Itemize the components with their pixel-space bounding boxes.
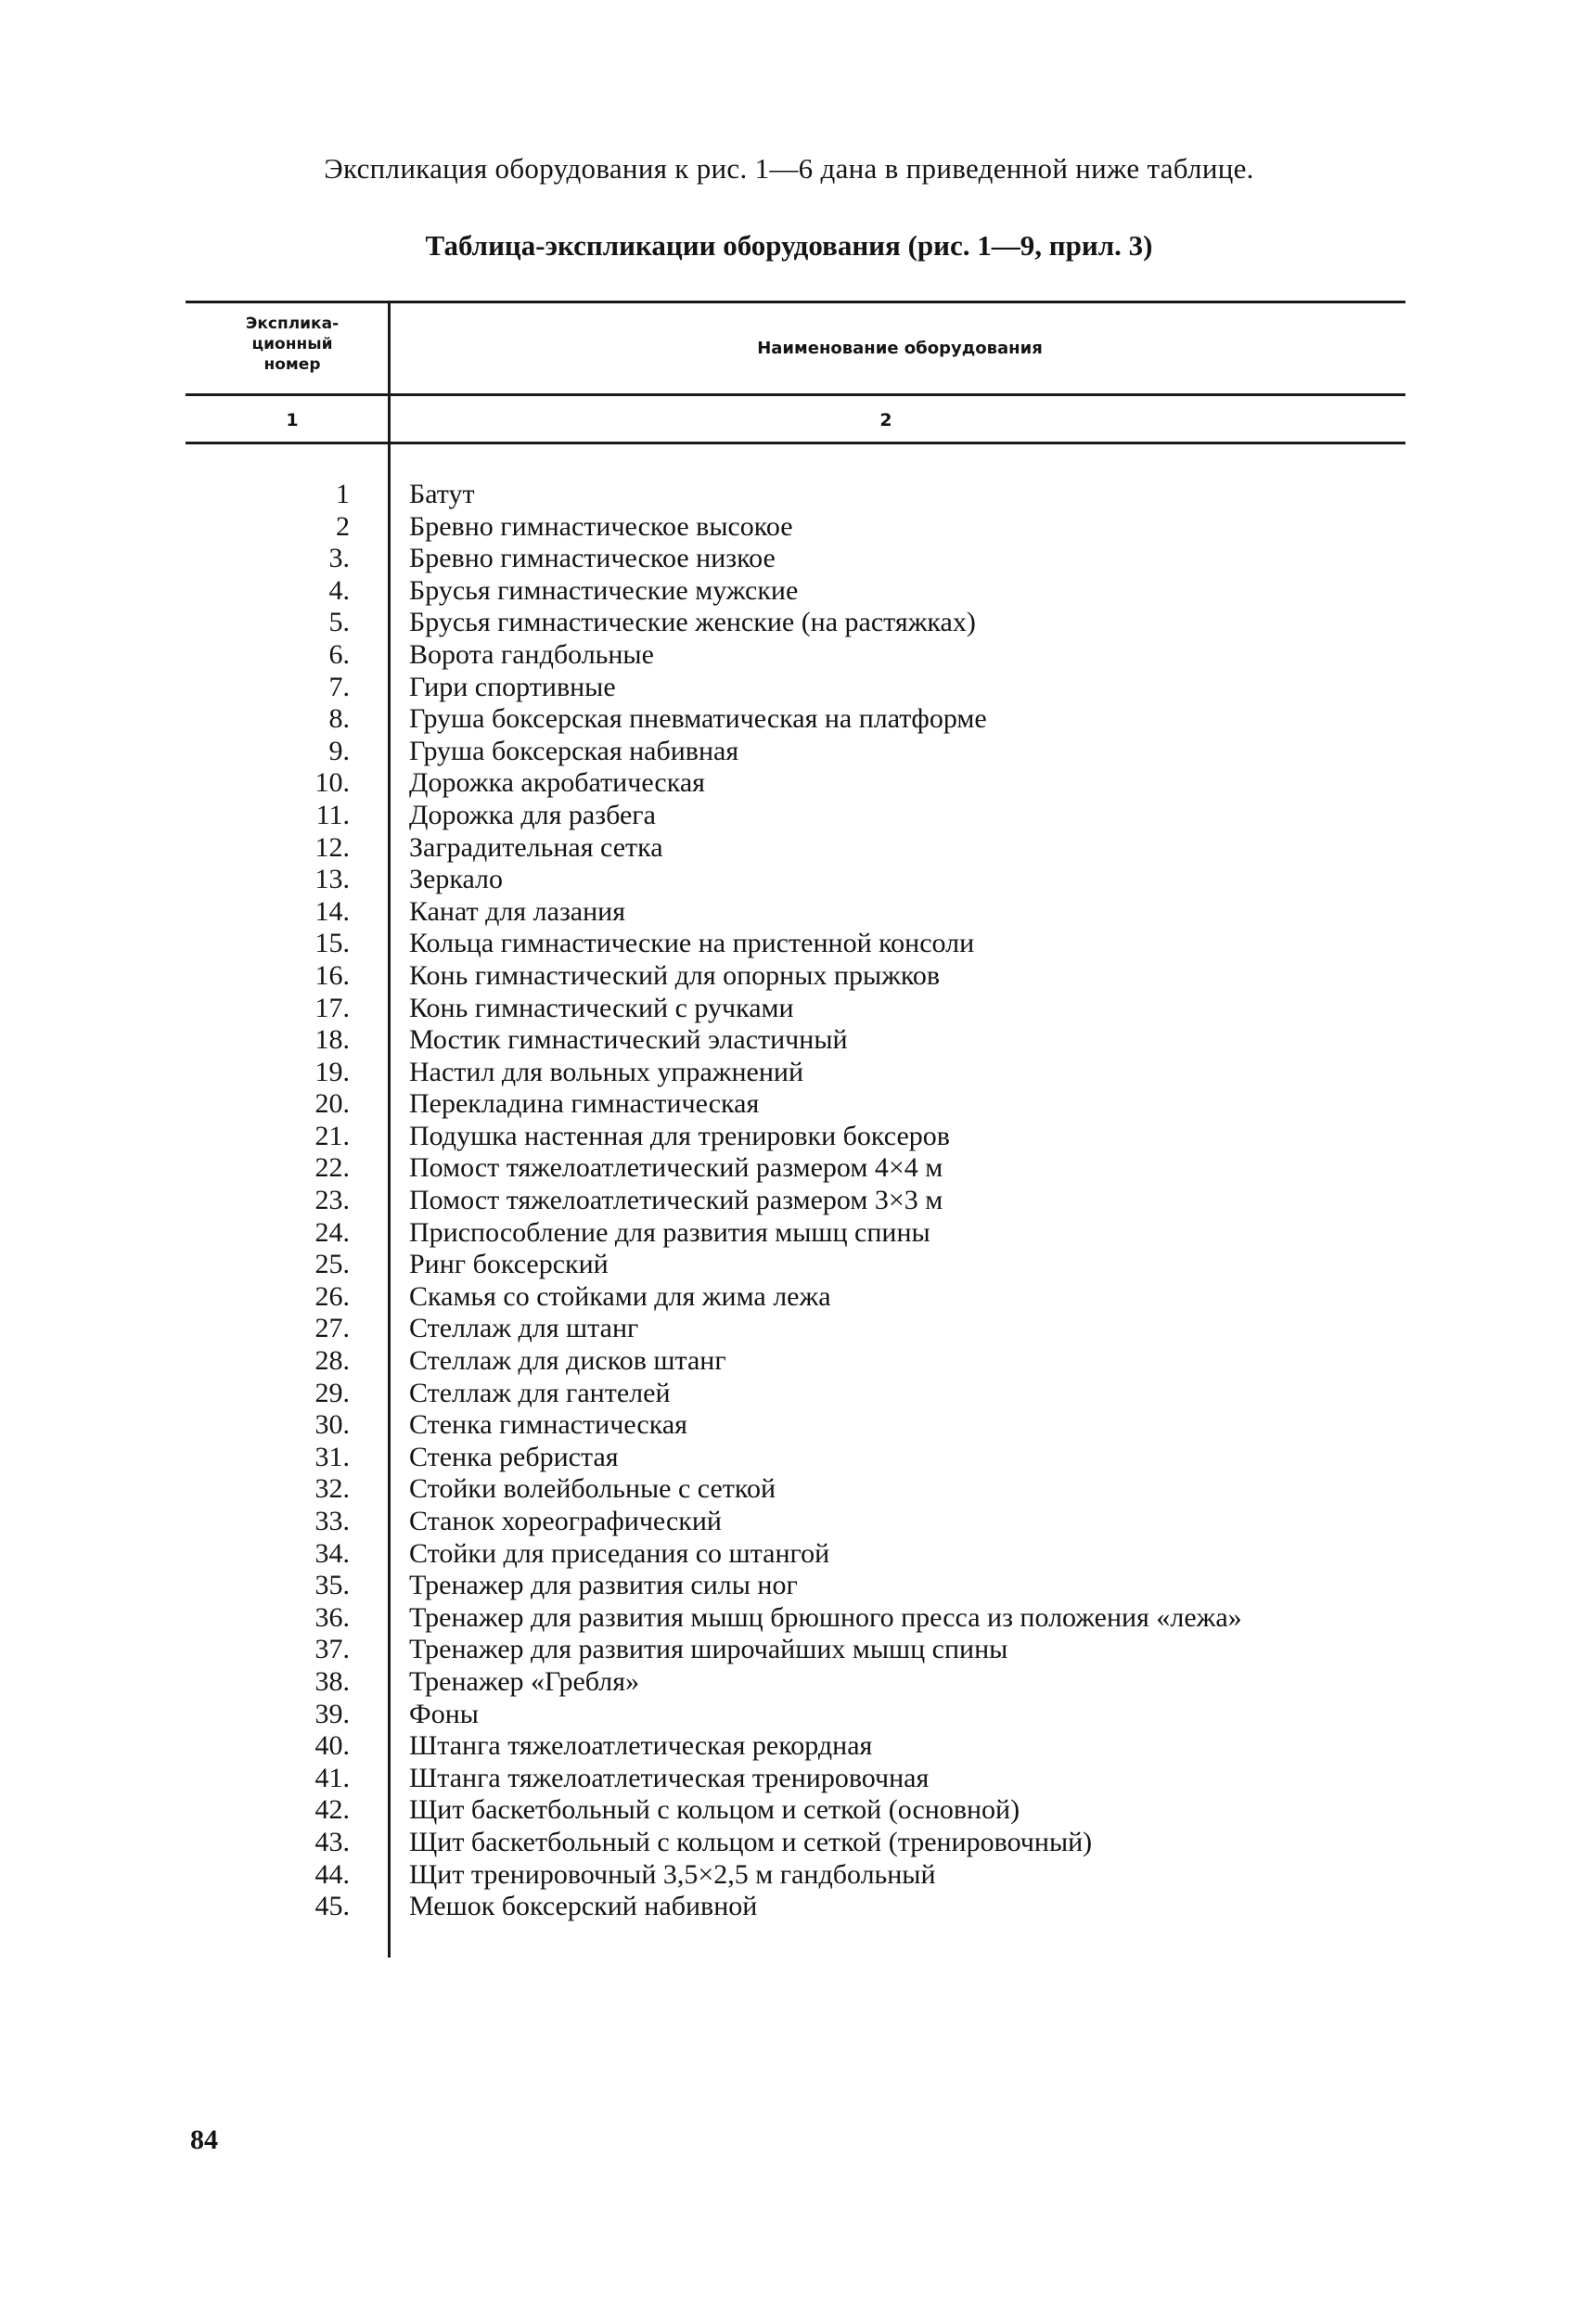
table-row xyxy=(0,1634,1578,1666)
row-number: 35. xyxy=(314,1570,350,1601)
row-number: 20. xyxy=(314,1088,350,1120)
table-row xyxy=(0,928,1578,960)
equipment-name: Брусья гимнастические женские (на растяжках) xyxy=(409,607,976,638)
equipment-name: Скамья со стойками для жима лежа xyxy=(409,1280,831,1312)
table-row xyxy=(0,672,1578,704)
table-row xyxy=(0,1442,1578,1474)
table-row xyxy=(0,1794,1578,1827)
table-row xyxy=(0,575,1578,608)
row-number: 13. xyxy=(314,864,350,895)
equipment-name: Щит баскетбольный с кольцом и сеткой (тренировочный) xyxy=(409,1826,1093,1857)
table-row xyxy=(0,832,1578,865)
table-row xyxy=(0,511,1578,544)
table-top-rule xyxy=(186,301,1405,303)
equipment-name: Перекладина гимнастическая xyxy=(409,1088,760,1120)
equipment-name: Стеллаж для гантелей xyxy=(409,1377,671,1408)
equipment-name: Фоны xyxy=(409,1698,479,1729)
table-row xyxy=(0,896,1578,929)
row-number: 16. xyxy=(314,959,350,991)
row-number: 26. xyxy=(314,1280,350,1312)
table-row xyxy=(0,639,1578,672)
table-row xyxy=(0,1666,1578,1699)
equipment-name: Конь гимнастический с ручками xyxy=(409,992,794,1023)
equipment-name: Стенка гимнастическая xyxy=(409,1409,687,1441)
equipment-name: Груша боксерская пневматическая на платформе xyxy=(409,703,987,735)
row-number: 19. xyxy=(314,1056,350,1087)
table-row xyxy=(0,1827,1578,1859)
equipment-name: Помост тяжелоатлетический размером 3×3 м xyxy=(409,1185,943,1216)
row-number: 21. xyxy=(314,1120,350,1151)
table-row xyxy=(0,1152,1578,1185)
row-number: 7. xyxy=(328,671,350,702)
equipment-name: Гири спортивные xyxy=(409,671,616,702)
table-row xyxy=(0,1185,1578,1217)
table-row xyxy=(0,1121,1578,1153)
row-number: 42. xyxy=(314,1794,350,1826)
table-row xyxy=(0,479,1578,511)
row-number: 2 xyxy=(336,510,350,542)
equipment-name: Ворота гандбольные xyxy=(409,638,654,670)
equipment-name: Тренажер для развития широчайших мышц спины xyxy=(409,1634,1008,1665)
table-row xyxy=(0,1730,1578,1763)
table-row xyxy=(0,960,1578,993)
equipment-table-body xyxy=(0,479,1578,1923)
row-number: 9. xyxy=(328,735,350,766)
row-number: 34. xyxy=(314,1537,350,1569)
row-number: 1 xyxy=(336,479,350,509)
row-number: 3. xyxy=(328,543,350,574)
row-number: 41. xyxy=(314,1762,350,1793)
equipment-name: Бревно гимнастическое низкое xyxy=(409,543,776,574)
table-row xyxy=(0,1088,1578,1121)
row-number: 29. xyxy=(314,1377,350,1408)
row-number: 25. xyxy=(314,1249,350,1280)
equipment-name: Станок хореографический xyxy=(409,1506,722,1536)
equipment-name: Бревно гимнастическое высокое xyxy=(409,510,793,542)
equipment-name: Заградительная сетка xyxy=(409,831,663,863)
table-row xyxy=(0,1602,1578,1635)
equipment-name: Ринг боксерский xyxy=(409,1249,609,1280)
row-number: 40. xyxy=(314,1730,350,1762)
equipment-name: Подушка настенная для тренировки боксеров xyxy=(409,1120,950,1151)
row-number: 24. xyxy=(314,1216,350,1248)
equipment-name: Приспособление для развития мышц спины xyxy=(409,1216,930,1248)
row-number: 38. xyxy=(314,1665,350,1697)
table-caption: Таблица-экспликации оборудования (рис. 1—9, прил. 3) xyxy=(425,229,1153,262)
column-header-number: Эксплика- ционный номер xyxy=(245,315,340,374)
table-row xyxy=(0,543,1578,575)
row-number: 22. xyxy=(314,1152,350,1184)
table-row xyxy=(0,1538,1578,1571)
equipment-name: Мешок боксерский набивной xyxy=(409,1891,758,1922)
equipment-name: Стенка ребристая xyxy=(409,1441,619,1472)
table-row xyxy=(0,703,1578,736)
row-number: 28. xyxy=(314,1345,350,1377)
row-number: 11. xyxy=(315,799,350,830)
equipment-name: Зеркало xyxy=(409,864,504,895)
intro-text: Экспликация оборудования к рис. 1—6 дана в приведенной ниже таблице. xyxy=(324,152,1254,185)
column-index-1: 1 xyxy=(286,410,299,430)
row-number: 17. xyxy=(314,992,350,1023)
table-row xyxy=(0,1345,1578,1378)
table-row xyxy=(0,1473,1578,1506)
table-row xyxy=(0,1378,1578,1410)
row-number: 5. xyxy=(328,607,350,638)
table-row xyxy=(0,1281,1578,1314)
table-row xyxy=(0,1859,1578,1892)
equipment-name: Конь гимнастический для опорных прыжков xyxy=(409,959,941,991)
row-number: 37. xyxy=(314,1634,350,1665)
table-row xyxy=(0,1217,1578,1250)
equipment-name: Брусья гимнастические мужские xyxy=(409,574,799,606)
table-row xyxy=(0,1024,1578,1057)
row-number: 44. xyxy=(314,1858,350,1890)
equipment-name: Тренажер для развития силы ног xyxy=(409,1570,798,1601)
row-number: 39. xyxy=(314,1698,350,1729)
row-number: 27. xyxy=(314,1313,350,1344)
equipment-name: Кольца гимнастические на пристенной консоли xyxy=(409,928,975,959)
row-number: 43. xyxy=(314,1826,350,1857)
row-number: 30. xyxy=(314,1409,350,1441)
equipment-name: Настил для вольных упражнений xyxy=(409,1056,804,1087)
equipment-name: Стеллаж для дисков штанг xyxy=(409,1345,726,1377)
index-row-bottom-rule xyxy=(186,442,1405,444)
equipment-name: Батут xyxy=(409,479,475,509)
equipment-name: Штанга тяжелоатлетическая рекордная xyxy=(409,1730,873,1762)
table-row xyxy=(0,1570,1578,1602)
row-number: 10. xyxy=(314,767,350,799)
equipment-name: Щит тренировочный 3,5×2,5 м гандбольный xyxy=(409,1858,936,1890)
equipment-name: Помост тяжелоатлетический размером 4×4 м xyxy=(409,1152,943,1184)
table-row xyxy=(0,767,1578,800)
equipment-name: Стеллаж для штанг xyxy=(409,1313,639,1344)
row-number: 6. xyxy=(328,638,350,670)
row-number: 36. xyxy=(314,1601,350,1633)
table-row xyxy=(0,736,1578,768)
row-number: 23. xyxy=(314,1185,350,1216)
row-number: 18. xyxy=(314,1024,350,1056)
table-row xyxy=(0,1891,1578,1923)
table-row xyxy=(0,993,1578,1025)
equipment-name: Груша боксерская набивная xyxy=(409,735,739,766)
table-row xyxy=(0,1699,1578,1731)
row-number: 8. xyxy=(328,703,350,735)
equipment-name: Дорожка акробатическая xyxy=(409,767,705,799)
row-number: 31. xyxy=(314,1441,350,1472)
equipment-name: Тренажер для развития мышц брюшного пресса из положения «лежа» xyxy=(409,1601,1242,1633)
row-number: 45. xyxy=(314,1891,350,1922)
equipment-name: Мостик гимнастический эластичный xyxy=(409,1024,848,1056)
equipment-name: Щит баскетбольный с кольцом и сеткой (основной) xyxy=(409,1794,1020,1826)
equipment-name: Стойки волейбольные с сеткой xyxy=(409,1473,776,1505)
table-row xyxy=(0,1409,1578,1442)
row-number: 12. xyxy=(314,831,350,863)
column-index-2: 2 xyxy=(879,410,892,430)
table-row xyxy=(0,1249,1578,1281)
table-row xyxy=(0,1313,1578,1345)
equipment-name: Тренажер «Гребля» xyxy=(409,1665,640,1697)
row-number: 14. xyxy=(314,895,350,927)
row-number: 15. xyxy=(314,928,350,959)
row-number: 4. xyxy=(328,574,350,606)
column-header-name: Наименование оборудования xyxy=(757,339,1043,358)
table-row xyxy=(0,1057,1578,1089)
equipment-name: Штанга тяжелоатлетическая тренировочная xyxy=(409,1762,930,1793)
equipment-name: Канат для лазания xyxy=(409,895,626,927)
equipment-name: Дорожка для разбега xyxy=(409,799,656,830)
row-number: 33. xyxy=(314,1506,350,1536)
header-bottom-rule xyxy=(186,393,1405,396)
table-row xyxy=(0,1506,1578,1538)
row-number: 32. xyxy=(314,1473,350,1505)
page-number: 84 xyxy=(190,2125,218,2155)
table-row xyxy=(0,607,1578,639)
table-row xyxy=(0,864,1578,896)
equipment-name: Стойки для приседания со штангой xyxy=(409,1537,830,1569)
table-row xyxy=(0,800,1578,832)
table-row xyxy=(0,1763,1578,1795)
